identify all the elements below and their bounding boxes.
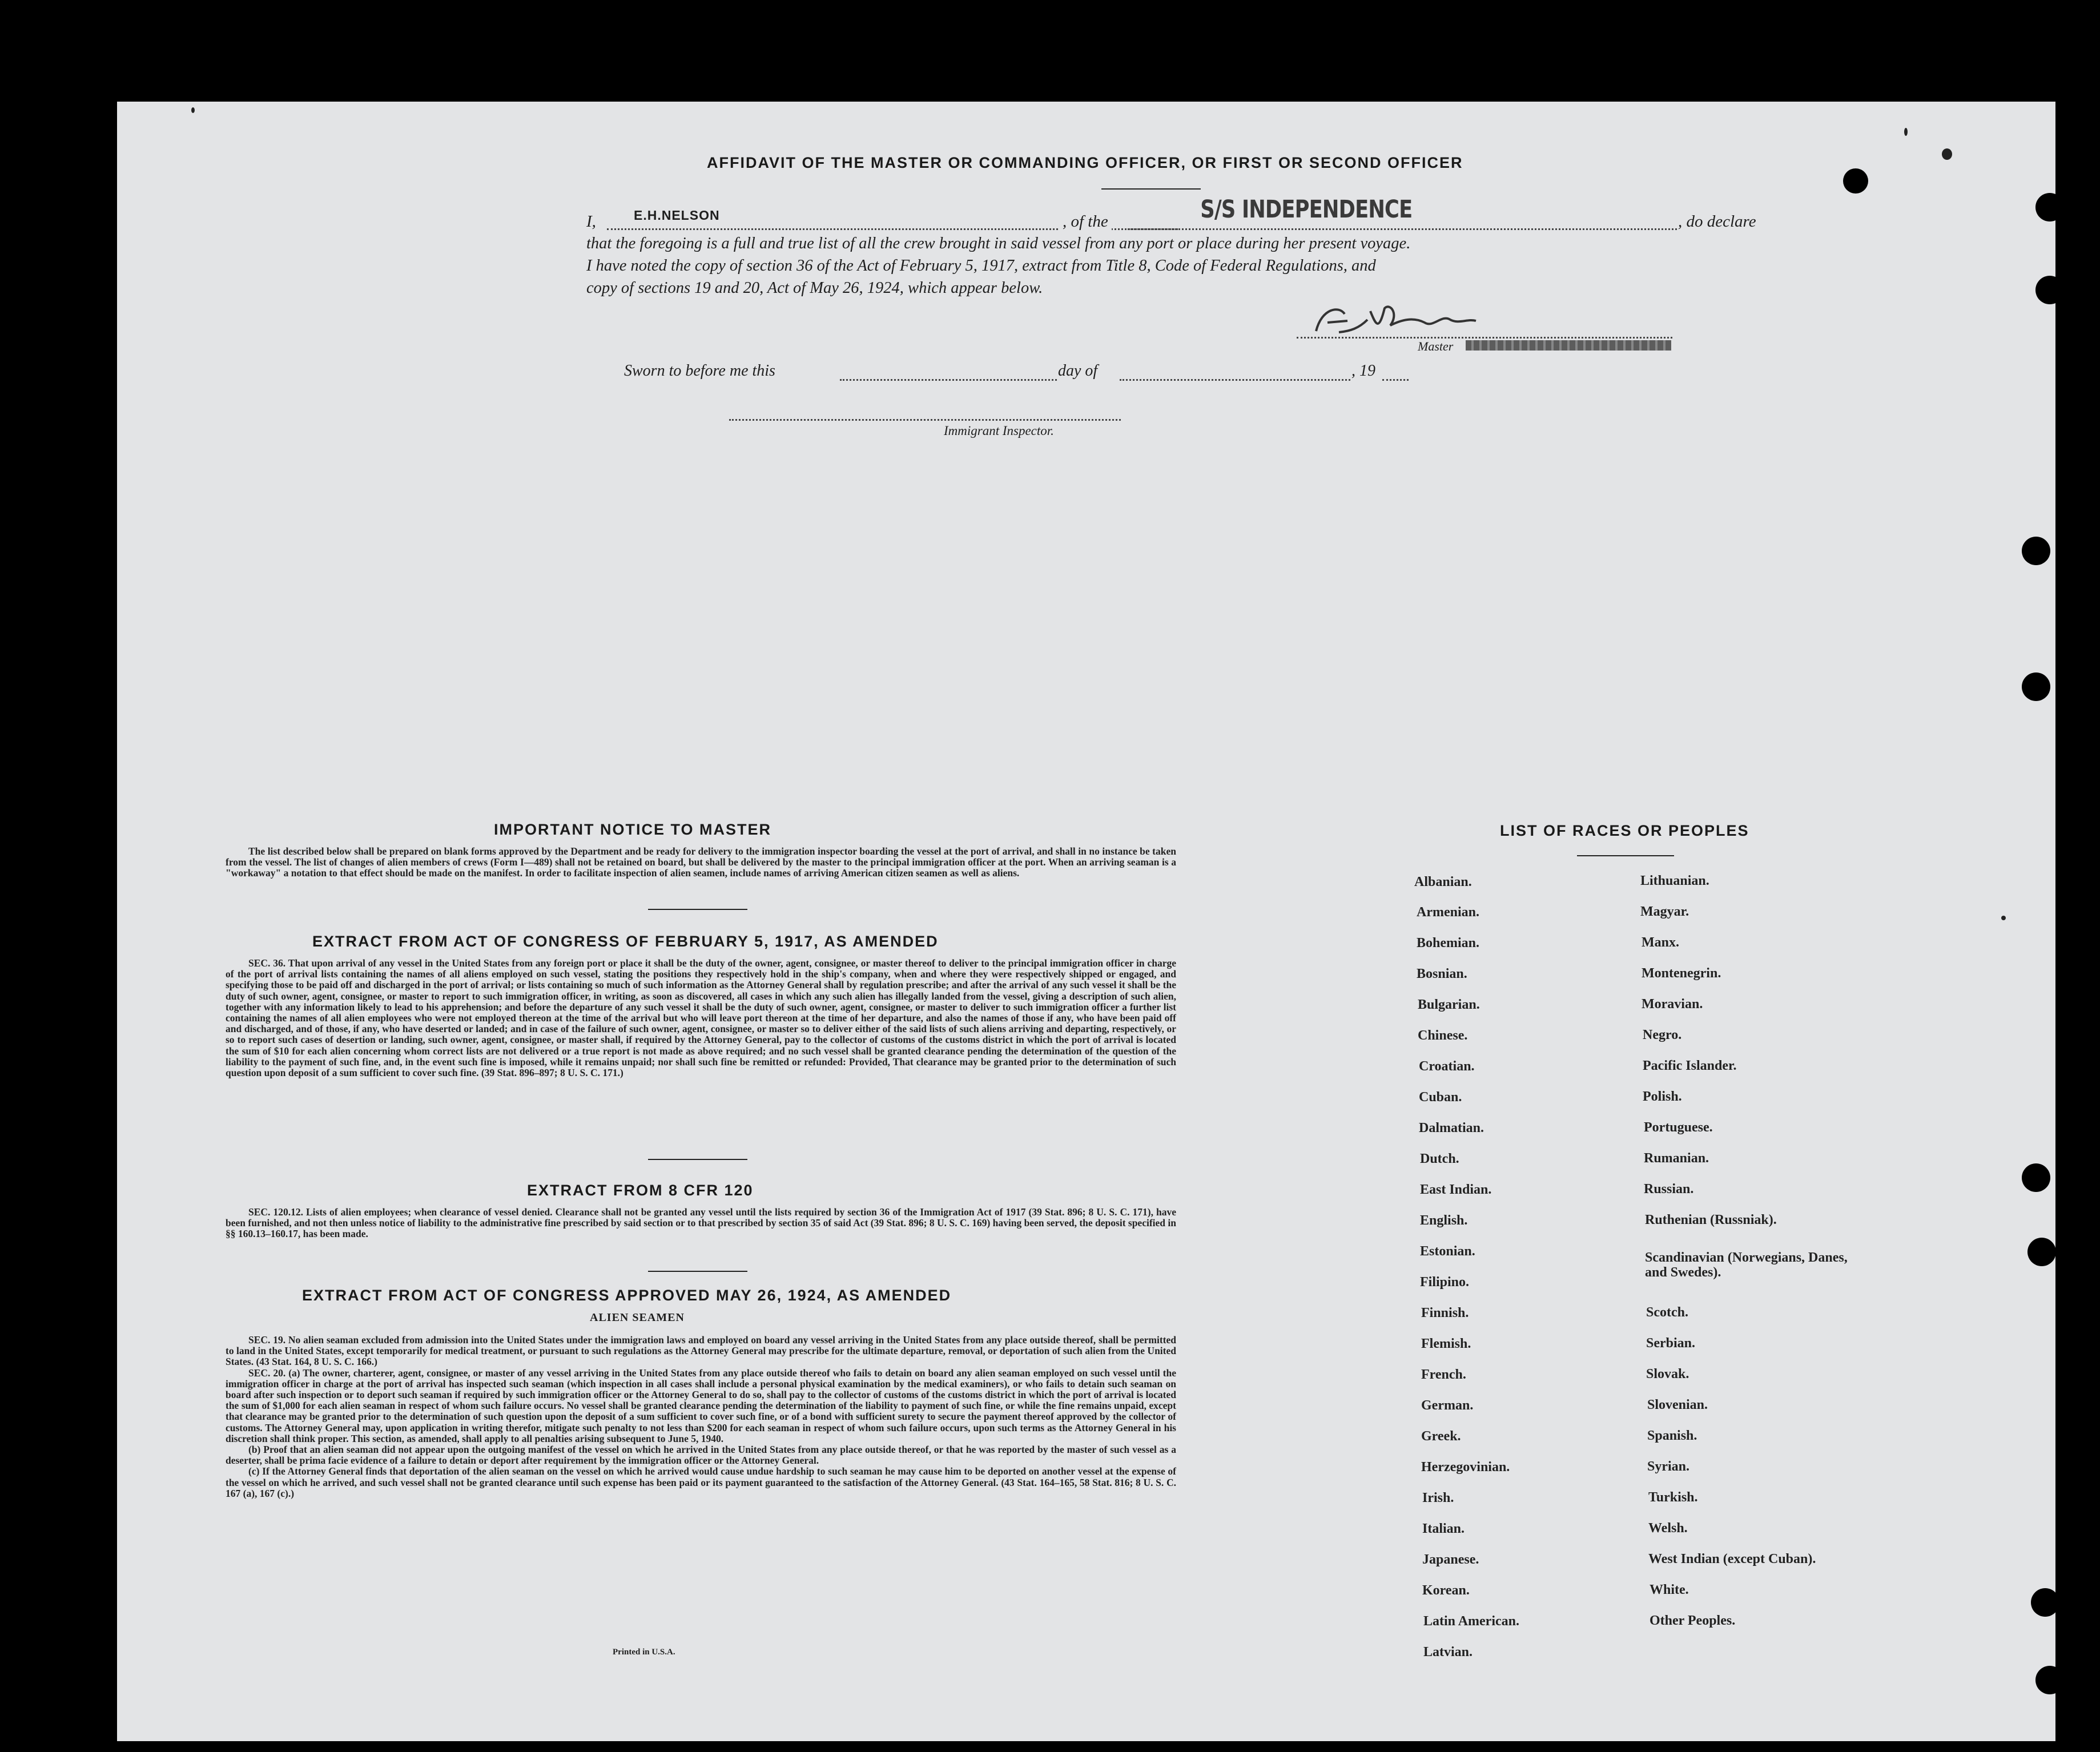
race-item: German. xyxy=(1421,1398,1474,1413)
race-item: Manx. xyxy=(1642,935,1679,950)
race-item: Serbian. xyxy=(1646,1336,1696,1351)
scan-speck xyxy=(191,107,195,113)
printed-in-usa: Printed in U.S.A. xyxy=(613,1648,675,1657)
punch-hole xyxy=(2022,672,2050,701)
master-signature xyxy=(1305,297,1522,343)
intro-i: I, xyxy=(586,212,596,231)
affidavit-line-4: copy of sections 19 and 20, Act of May 26, 1924, which appear below. xyxy=(586,279,1043,297)
punch-hole xyxy=(2031,1588,2059,1617)
race-item: Cuban. xyxy=(1419,1090,1462,1105)
race-item: Magyar. xyxy=(1640,904,1689,919)
extract-1917-text: SEC. 36. That upon arrival of any vessel in the United States from any foreign port or place it shall be the duty of the owner, agent, consignee, or master thereof to deliver to the principal immigration officer in charge of the port of arrival lists containing the names of all aliens employed on such vessel, stating the positions they respectively hold in the ship's company, when and where they were respectively shipped or engaged, and specifying those to be paid off and discharged in the port of arrival; or lists containing so much of such information as the Attorney General shall by regulation prescribe; and after the arrival of any such vessel it shall be the duty of such owner, agent, consignee, or master to report to such immigration officer, in writing, as soon as discovered, all cases in which any such alien has illegally landed from the vessel, giving a description of such alien, together with any information likely to lead to his apprehension; and before the departure of any such vessel it shall be the duty of such owner, agent, consignee, or master to deliver to such immigration officer a further list containing the names of all alien employees who were not employed thereon at the time of the arrival but who will leave port thereon at the time of her departure, and also the names of those if any, who have been paid off and discharged, and of those, if any, who have deserted or landed; and in case of the failure of such owner, agent, consignee, or master so to deliver either of the said lists of such aliens arriving and departing, respectively, or so to report such cases of desertion or landing, such owner, agent, consignee, or master shall, if required by the Attorney General, pay to the collector of customs of the customs district in which the port of arrival is located the sum of $10 for each alien concerning whom correct lists are not delivered or a true report is not made as above required; and no such vessel shall be granted clearance pending the determination of the question of the liability to the payment of such fine, and, in the event such fine is imposed, while it remains unpaid; nor shall such fine be remitted or refunded: Provided, That clearance may be granted prior to the determination of such question upon deposit of a sum sufficient to cover such fine. (39 Stat. 896–897; 8 U. S. C. 171.) xyxy=(226,957,1176,1079)
title-rule xyxy=(1101,188,1201,190)
scan-speck xyxy=(1942,148,1952,160)
sworn-text: Sworn to before me this xyxy=(624,362,775,380)
scan-speck xyxy=(1904,128,1908,136)
race-item: Albanian. xyxy=(1414,875,1472,889)
race-item: Scotch. xyxy=(1646,1305,1688,1320)
sworn-line xyxy=(840,379,1057,381)
extract-1917-body xyxy=(226,958,1176,1078)
extract-1917-rule xyxy=(648,1159,747,1160)
extract-1924-subtitle: ALIEN SEAMEN xyxy=(590,1311,685,1324)
races-title: LIST OF RACES OR PEOPLES xyxy=(1500,822,1749,839)
signature-line xyxy=(1297,337,1672,339)
affidavit-line-2: that the foregoing is a full and true list of all the crew brought in said vessel from any port or place during her present voyage. xyxy=(586,235,1411,252)
year-prefix: , 19 xyxy=(1351,362,1375,380)
race-item: French. xyxy=(1421,1367,1466,1382)
inspector-line xyxy=(729,419,1121,421)
race-item: Bulgarian. xyxy=(1418,997,1480,1012)
extract-cfr-text: SEC. 120.12. Lists of alien employees; when clearance of vessel denied. Clearance shall not be granted any vessel until the lists required by section 36 of the Immigration Act of 1917 (39 Stat. 896; 8 U. S. C. 171), have been furnished, and not then unless notice of liability to the administrative fine prescribed by said section or to that prescribed by section 35 of said Act (39 Stat. 896; 8 U. S. C. 169) having been served, the deposit specified in §§ 160.13–160.17, has been made. xyxy=(226,1206,1176,1240)
race-item: Russian. xyxy=(1644,1182,1694,1197)
sec-20c-paragraph: (c) If the Attorney General finds that deportation of the alien seaman on the vessel on which he arrived would cause undue hardship to such seaman he may cause him to be deported on another vessel at the expense of the vessel on which he arrived, and such vessel shall not be granted clearance until such expense has been paid or its payment guaranteed to the satisfaction of the Attorney General. (43 Stat. 164–165, 58 Stat. 816; 8 U. S. C. 167 (a), 167 (c).) xyxy=(226,1465,1176,1499)
day-line xyxy=(1120,379,1350,381)
race-item: Negro. xyxy=(1643,1028,1682,1042)
race-item: Dutch. xyxy=(1420,1151,1459,1166)
race-item: Scandinavian (Norwegians, Danes, and Swedes). xyxy=(1645,1250,1848,1280)
race-item: Filipino. xyxy=(1420,1275,1470,1290)
race-item: East Indian. xyxy=(1420,1182,1492,1197)
race-item: White. xyxy=(1650,1582,1689,1597)
vessel-name-stamp: S/S INDEPENDENCE xyxy=(1198,195,1414,224)
race-item: Estonian. xyxy=(1420,1244,1475,1259)
notice-body xyxy=(226,846,1176,879)
scan-speck xyxy=(2001,916,2006,920)
extract-cfr-title: EXTRACT FROM 8 CFR 120 xyxy=(527,1182,754,1199)
race-item: Latin American. xyxy=(1423,1614,1519,1629)
race-item: Polish. xyxy=(1643,1089,1682,1104)
race-item: English. xyxy=(1420,1213,1468,1228)
of-the-text: , of the xyxy=(1059,212,1112,231)
sec-20b-paragraph: (b) Proof that an alien seaman did not appear upon the outgoing manifest of the vessel on which he arrived in the United States from any place outside thereof, or that he was reported by the master of such vessel as a deserter, shall be prima facie evidence of a failure to detain or deport after requirement by the immigration officer or the Attorney General. xyxy=(226,1444,1176,1467)
struck-title-stamp xyxy=(1466,340,1671,351)
punch-hole xyxy=(2035,193,2064,221)
race-item: Portuguese. xyxy=(1644,1120,1713,1135)
vessel-line xyxy=(1128,228,1677,230)
day-of-text: day of xyxy=(1058,362,1098,380)
race-item: West Indian (except Cuban). xyxy=(1648,1552,1816,1566)
race-item: Turkish. xyxy=(1648,1490,1698,1505)
race-item: Dalmatian. xyxy=(1419,1121,1484,1135)
officer-name: E.H.NELSON xyxy=(634,208,720,223)
extract-1924-title: EXTRACT FROM ACT OF CONGRESS APPROVED MAY 26, 1924, AS AMENDED xyxy=(302,1287,952,1304)
affidavit-title: AFFIDAVIT OF THE MASTER OR COMMANDING OFFICER, OR FIRST OR SECOND OFFICER xyxy=(707,154,1463,171)
race-item: Montenegrin. xyxy=(1642,966,1721,981)
race-item: Moravian. xyxy=(1642,997,1703,1012)
sec-20a-paragraph: SEC. 20. (a) The owner, charterer, agent, consignee, or master of any vessel arriving in the United States from any place outside thereof who fails to detain on board any alien seaman employed on such vessel until the immigration officer in charge at the port of arrival has inspected such seaman (which inspection in all cases shall include a personal physical examination by the medical examiners), or who fails to detain such seaman on board after such inspection or to deport such seaman if required by such immigration officer or the Attorney General to do so, shall pay to the collector of customs of the customs district in which the port of arrival is located the sum of $1,000 for each alien seaman in respect of whom such failure occurs. No vessel shall be granted clearance pending the determination of the liability to payment of such fine, or while the fine remains unpaid, except that clearance may be granted prior to the determination of such question upon the deposit of a sum sufficient to cover such fine, or of a bond with sufficient surety to secure the payment thereof approved by the collector of customs. The Attorney General may, upon application in writing therefor, mitigate such penalty to not less than $200 for each seaman in respect of whom such failure occurs, upon such terms as the Attorney General in his discretion shall think proper. This section, as amended, shall apply to all penalties arising subsequent to June 5, 1940. xyxy=(226,1367,1176,1444)
punch-hole xyxy=(2022,1163,2050,1192)
affidavit-line-3: I have noted the copy of section 36 of the Act of February 5, 1917, extract from Title 8, Code of Federal Regulations, and xyxy=(586,257,1376,275)
form-page xyxy=(117,102,2055,1741)
race-item: Croatian. xyxy=(1419,1059,1475,1074)
race-item: Other Peoples. xyxy=(1650,1613,1736,1628)
do-declare-text: , do declare xyxy=(1678,212,1756,231)
race-item: Syrian. xyxy=(1647,1459,1690,1474)
extract-cfr-body xyxy=(226,1207,1176,1240)
race-item: Lithuanian. xyxy=(1640,873,1709,888)
race-item: Ruthenian (Russniak). xyxy=(1645,1213,1777,1227)
notice-rule xyxy=(648,909,747,910)
extract-cfr-rule xyxy=(648,1271,747,1272)
notice-title: IMPORTANT NOTICE TO MASTER xyxy=(494,821,771,838)
race-item: Bohemian. xyxy=(1417,936,1480,950)
race-item: Irish. xyxy=(1422,1491,1454,1505)
punch-hole xyxy=(2035,1666,2064,1694)
punch-hole xyxy=(2027,1238,2056,1266)
punch-hole xyxy=(2022,537,2050,565)
race-item: Herzegovinian. xyxy=(1421,1460,1510,1475)
race-item: Finnish. xyxy=(1421,1306,1469,1320)
race-item: Greek. xyxy=(1421,1429,1461,1444)
race-item: Welsh. xyxy=(1648,1521,1688,1536)
sec-19-paragraph: SEC. 19. No alien seaman excluded from admission into the United States under the immigration laws and employed on board any vessel arriving in the United States from any place outside thereof, shall be permitted to land in the United States, except temporarily for medical treatment, or pursuant to such regulations as the Attorney General may prescribe for the ultimate departure, removal, or deportation of such alien from the United States. (43 Stat. 164, 8 U. S. C. 166.) xyxy=(226,1334,1176,1368)
master-label: Master xyxy=(1418,339,1454,353)
extract-1924-body xyxy=(226,1335,1176,1499)
races-rule xyxy=(1577,855,1674,856)
notice-text: The list described below shall be prepared on blank forms approved by the Department and be ready for delivery to the immigration inspector boarding the vessel at the port of arrival, and shall in no instance be taken from the vessel. The list of changes of alien members of crews (Form I—489) shall not be retained on board, but shall be delivered by the master to the principal immigration officer at the port. When an arriving seaman is a "workaway" a notation to that effect should be made on the manifest. In order to facilitate inspection of alien seamen, include names of arriving American citizen seamen as well as aliens. xyxy=(226,845,1176,879)
race-item: Bosnian. xyxy=(1417,966,1467,981)
race-item: Armenian. xyxy=(1417,905,1479,920)
race-item: Slovenian. xyxy=(1647,1397,1708,1412)
extract-1917-title: EXTRACT FROM ACT OF CONGRESS OF FEBRUARY 5, 1917, AS AMENDED xyxy=(312,933,939,950)
race-item: Latvian. xyxy=(1423,1645,1473,1660)
punch-hole xyxy=(1843,168,1868,194)
race-item: Japanese. xyxy=(1422,1552,1479,1567)
race-item: Spanish. xyxy=(1647,1428,1697,1443)
punch-hole xyxy=(2035,276,2064,304)
year-line xyxy=(1382,379,1409,381)
race-item: Korean. xyxy=(1422,1583,1470,1598)
race-item: Pacific Islander. xyxy=(1643,1058,1737,1073)
race-item: Slovak. xyxy=(1646,1367,1689,1382)
race-item: Chinese. xyxy=(1418,1028,1468,1043)
race-item: Rumanian. xyxy=(1644,1151,1709,1166)
race-item: Italian. xyxy=(1422,1521,1465,1536)
race-item: Flemish. xyxy=(1421,1336,1471,1351)
inspector-label: Immigrant Inspector. xyxy=(944,424,1054,438)
